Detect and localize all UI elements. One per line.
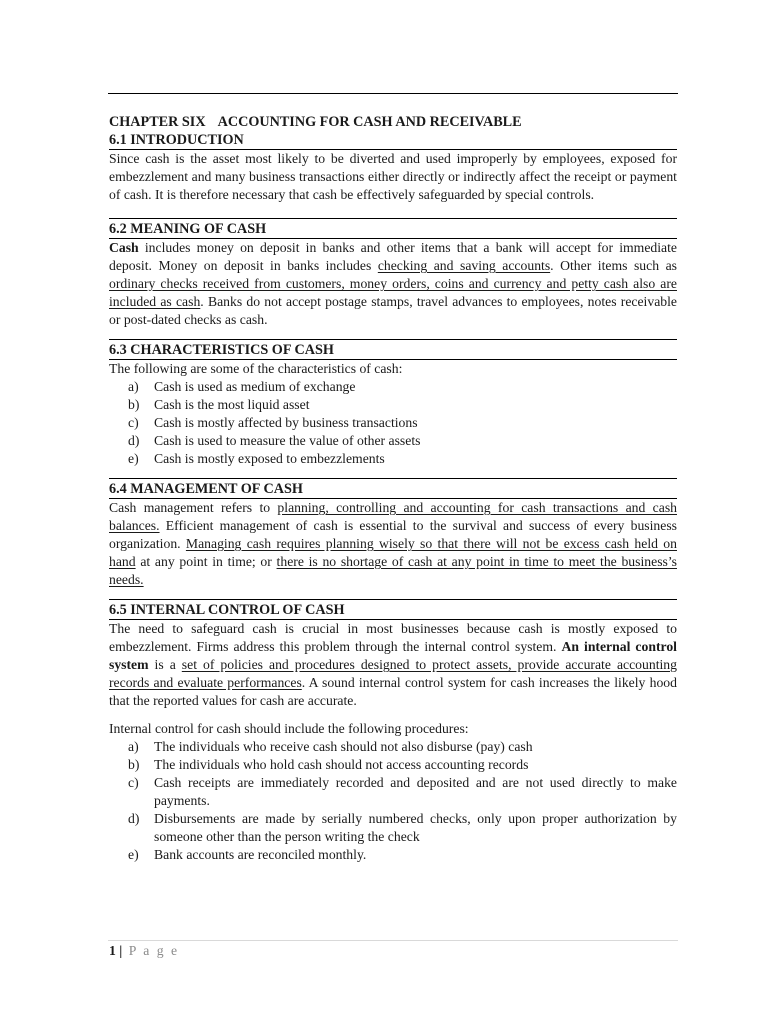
underlined-phrase: planning, controlling and accounting for cash transactions and cash balances. (109, 500, 677, 533)
chapter-title (109, 113, 677, 131)
term-cash: Cash (109, 240, 139, 255)
term-internal-control-system: An internal control system (109, 639, 677, 672)
list-item: c) Cash receipts are immediately recorded and deposited and are not used directly to make payments. (128, 775, 677, 808)
section-heading-6-5: 6.5 INTERNAL CONTROL OF CASH (109, 599, 677, 620)
section-6-2-paragraph: Cash includes money on deposit in banks and other items that a bank will accept for immediate deposit. Money on deposit in banks includes checking and saving accounts. Other items such as ordinary checks received from customers, money orders, coins and currency and petty cash also are included as cash. Banks do not accept postage stamps, travel advances to employees, notes receivable or post-dated checks as cash. (109, 240, 677, 327)
section-heading-6-1: 6.1 INTRODUCTION (109, 131, 677, 150)
section-6-5-procedures-intro: Internal control for cash should include the following procedures: (109, 721, 469, 736)
page-number: 1 (109, 943, 116, 958)
chapter-label: CHAPTER SIX (109, 114, 206, 130)
list-item: d) Disbursements are made by serially numbered checks, only upon proper authorization by someone other than the person writing the check (128, 811, 677, 844)
underlined-phrase: there is no shortage of cash at any point in time to meet the business’s needs. (109, 554, 677, 587)
top-rule (108, 93, 678, 94)
section-heading-6-2: 6.2 MEANING OF CASH (109, 218, 677, 239)
procedures-list (109, 738, 677, 864)
section-6-1-paragraph: Since cash is the asset most likely to be diverted and used improperly by employees, exposed for embezzlement and many business transactions either directly or indirectly affect the receipt or payment of cash. It is therefore necessary that cash be effectively safeguarded by special controls. (109, 151, 677, 202)
list-marker: c) (128, 415, 139, 430)
section-6-3-intro: The following are some of the characteristics of cash: (109, 361, 403, 376)
list-marker: b) (128, 397, 140, 412)
underlined-phrase: Managing cash requires planning wisely so that there will not be excess cash held on hand (109, 536, 677, 569)
characteristics-list (109, 378, 677, 468)
page-footer (109, 943, 179, 959)
list-item: b) The individuals who hold cash should not access accounting records (128, 757, 529, 772)
list-item: e) Cash is mostly exposed to embezzlements (128, 451, 385, 466)
page-content (109, 113, 677, 864)
list-marker: c) (128, 775, 139, 790)
underlined-phrase: ordinary checks received from customers, money orders, coins and currency and petty cash also are included as cash (109, 276, 677, 309)
list-marker: e) (128, 451, 139, 466)
page-label: P a g e (128, 943, 180, 958)
footer-separator: | (119, 943, 123, 958)
section-6-5-paragraph: The need to safeguard cash is crucial in most businesses because cash is mostly exposed to embezzlement. Firms address this problem through the internal control system. An internal control system is a set of policies and procedures designed to protect assets, provide accurate accounting records and evaluate performances. A sound internal control system for cash increases the likely hood that the reported values for cash are accurate. (109, 621, 677, 708)
footer-rule (108, 940, 678, 941)
list-marker: a) (128, 379, 139, 394)
section-6-4-paragraph: Cash management refers to planning, controlling and accounting for cash transactions and cash balances. Efficient management of cash is essential to the survival and success of every business organization. Managing cash requires planning wisely so that there will not be excess cash held on hand at any point in time; or there is no shortage of cash at any point in time to meet the business’s needs. (109, 500, 677, 587)
list-marker: a) (128, 739, 139, 754)
list-marker: d) (128, 433, 140, 448)
underlined-phrase: set of policies and procedures designed to protect assets, provide accurate accounting records and evaluate performances (109, 657, 677, 690)
list-item: c) Cash is mostly affected by business transactions (128, 415, 418, 430)
list-marker: b) (128, 757, 140, 772)
list-item: b) Cash is the most liquid asset (128, 397, 310, 412)
list-item: e) Bank accounts are reconciled monthly. (128, 847, 367, 862)
list-item: d) Cash is used to measure the value of other assets (128, 433, 421, 448)
section-heading-6-4: 6.4 MANAGEMENT OF CASH (109, 478, 677, 499)
list-item: a) The individuals who receive cash should not also disburse (pay) cash (128, 739, 533, 754)
list-item: a) Cash is used as medium of exchange (128, 379, 356, 394)
list-marker: e) (128, 847, 139, 862)
list-marker: d) (128, 811, 140, 826)
section-heading-6-3: 6.3 CHARACTERISTICS OF CASH (109, 339, 677, 360)
underlined-phrase: checking and saving accounts (377, 258, 551, 273)
chapter-heading: ACCOUNTING FOR CASH AND RECEIVABLE (217, 114, 522, 130)
